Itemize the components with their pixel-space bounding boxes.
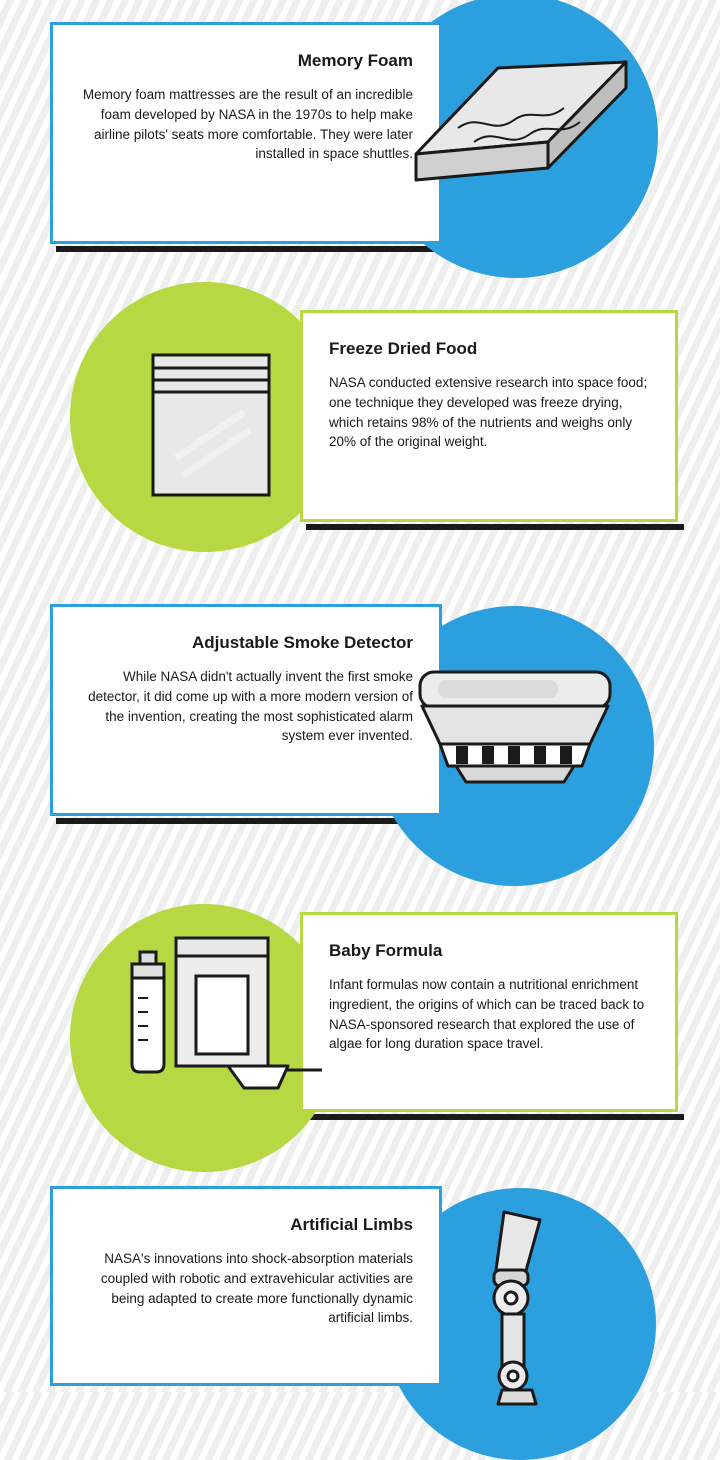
infographic-item-adjustable-smoke-detector [0,588,720,858]
info-card [50,22,442,244]
card-shadow [56,818,448,824]
card-title: Baby Formula [329,941,443,960]
accent-circle [70,904,338,1172]
infographic-item-freeze-dried-food [0,282,720,552]
info-card [300,912,678,1112]
info-card [50,604,442,816]
card-body: While NASA didn't actually invent the first smoke detector, it did come up with a more modern version of the invention, creating the most sophisticated alarm system ever invented. [88,669,413,744]
card-body: NASA conducted extensive research into space food; one technique they developed was freeze drying, which retains 98% of the nutrients and weighs only 20% of the original weight. [329,375,648,450]
infographic-item-baby-formula [0,896,720,1166]
infographic-item-artificial-limbs [0,1178,720,1392]
card-shadow [56,246,448,252]
infographic-item-memory-foam [0,0,720,270]
card-body: Infant formulas now contain a nutritional enrichment ingredient, the origins of which can be traced back to NASA-sponsored research that explored the use of algae for long duration space travel. [329,977,645,1052]
card-title: Memory Foam [297,51,413,70]
card-title: Adjustable Smoke Detector [191,633,413,652]
card-title: Freeze Dried Food [329,339,478,358]
info-card [50,1186,442,1386]
card-shadow [306,1114,684,1120]
card-body: NASA's innovations into shock-absorption materials coupled with robotic and extravehicular activities are being adapted to create more functionally dynamic artificial limbs. [100,1251,413,1326]
info-card [300,310,678,522]
card-shadow [306,524,684,530]
card-title: Artificial Limbs [290,1215,413,1234]
card-body: Memory foam mattresses are the result of an incredible foam developed by NASA in the 1970s to help make airline pilots' seats more comfortable. They were later installed in space shuttles. [82,87,413,162]
